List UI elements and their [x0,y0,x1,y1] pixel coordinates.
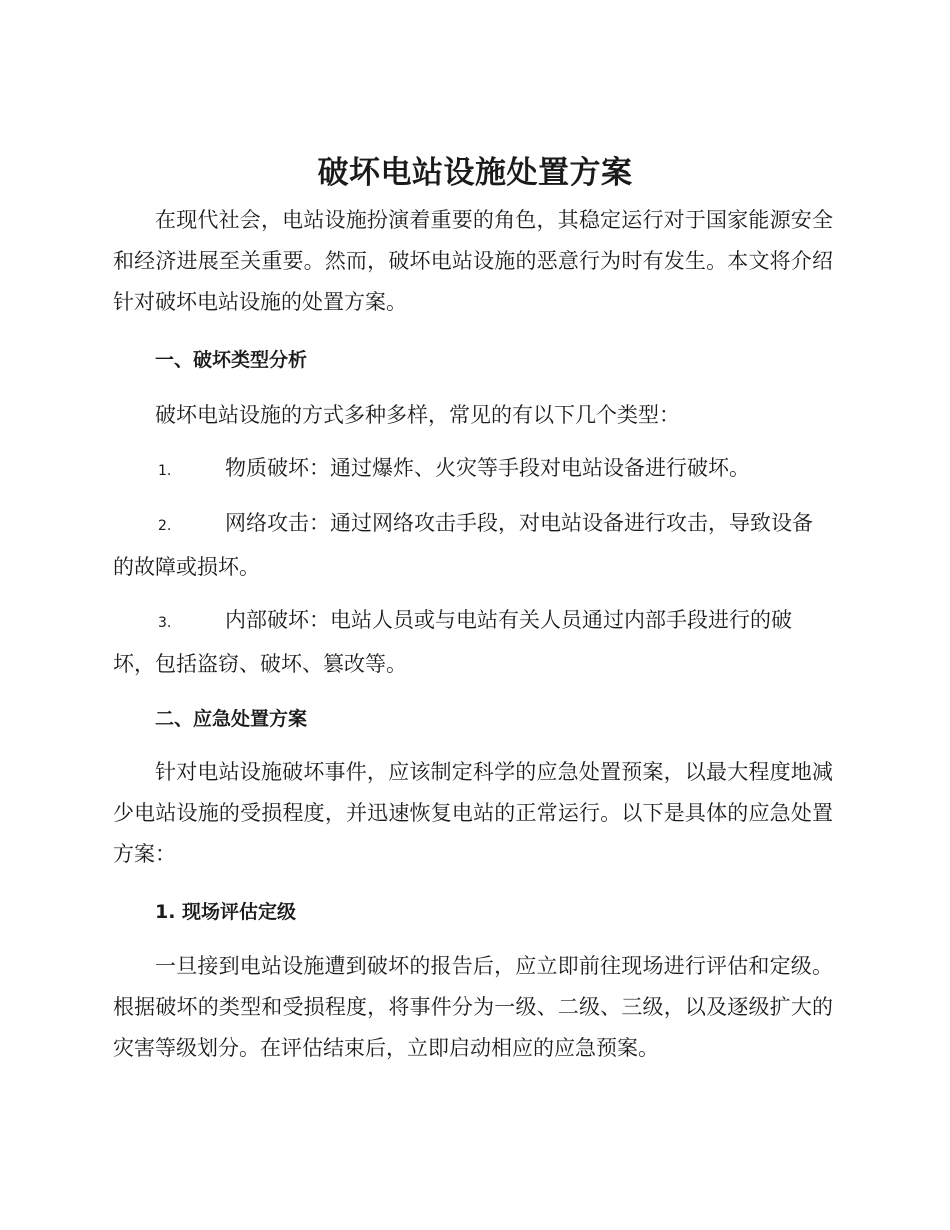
list-item-text: 物质破坏：通过爆炸、火灾等手段对电站设备进行破坏。 [225,456,750,480]
section2-heading: 二、应急处置方案 [155,708,308,730]
section2-lead: 针对电站设施破坏事件，应该制定科学的应急处置预案，以最大程度地减少电站设施的受损程度，并迅速恢复电站的正常运行。以下是具体的应急处置方案： [113,760,833,866]
list-item [113,600,833,685]
document-title: 破坏电站设施处置方案 [317,155,633,191]
list-item [113,448,833,492]
list-item-text: 内部破坏：电站人员或与电站有关人员通过内部手段进行的破坏，包括盗窃、破坏、篡改等。 [113,608,792,676]
subsection-paragraph: 一旦接到电站设施遭到破坏的报告后，应立即前往现场进行评估和定级。根据破坏的类型和受损程度，将事件分为一级、二级、三级，以及逐级扩大的灾害等级划分。在评估结束后，立即启动相应的应急预案。 [113,954,833,1060]
section1-lead: 破坏电站设施的方式多种多样，常见的有以下几个类型： [155,403,680,427]
section1-heading: 一、破坏类型分析 [155,349,308,371]
list-item-number: 1. [158,463,172,479]
list-item-text: 网络攻击：通过网络攻击手段，对电站设备进行攻击，导致设备的故障或损坏。 [113,511,813,579]
list-item-number: 3. [158,615,172,631]
list-item [113,503,833,588]
intro-paragraph: 在现代社会，电站设施扮演着重要的角色，其稳定运行对于国家能源安全和经济进展至关重要。然而，破坏电站设施的恶意行为时有发生。本文将介绍针对破坏电站设施的处置方案。 [113,208,833,314]
list-item-number: 2. [158,518,172,534]
subsection-heading: 1. 现场评估定级 [155,901,297,923]
